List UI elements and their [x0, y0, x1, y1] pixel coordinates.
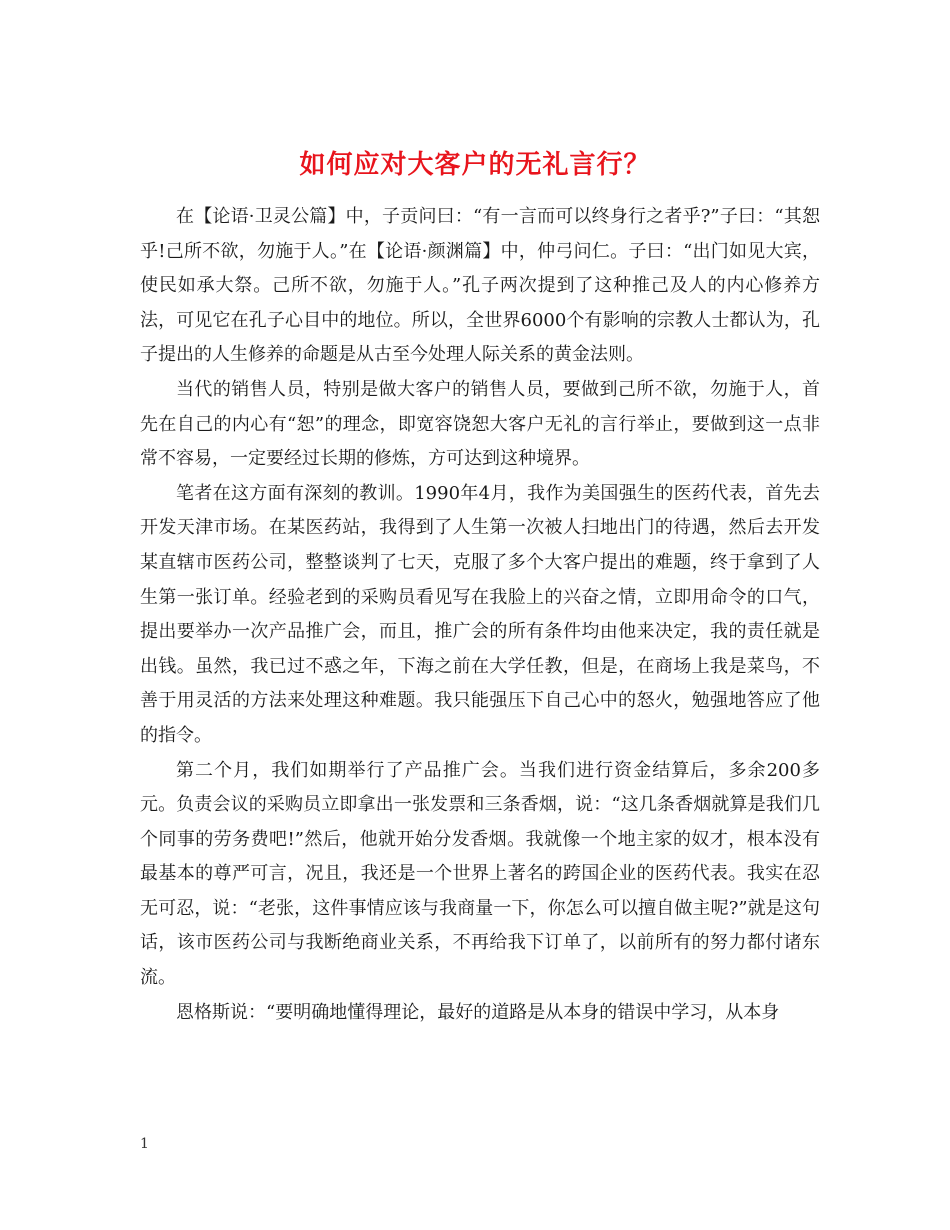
- document-title: 如何应对大客户的无礼言行？: [299, 150, 651, 181]
- paragraph-2: 当代的销售人员，特别是做大客户的销售人员，要做到己所不欲，勿施于人，首先在自己的内心有“恕”的理念，即宽容饶恕大客户无礼的言行举止，要做到这一点非常不容易，一定要经过长期的修炼，方可达到这种境界。: [140, 378, 820, 470]
- paragraph-1: 在【论语·卫灵公篇】中，子贡问曰：“有一言而可以终身行之者乎?”子曰：“其恕乎!己所不欲，勿施于人。”在【论语·颜渊篇】中，仲弓问仁。子曰：“出门如见大宾，使民如承大祭。己所不欲，勿施于人。”孔子两次提到了这种推己及人的内心修养方法，可见它在孔子心目中的地位。所以，全世界6000个有影响的宗教人士都认为，孔子提出的人生修养的命题是从古至今处理人际关系的黄金法则。: [140, 206, 820, 366]
- paragraph-4: 第二个月，我们如期举行了产品推广会。当我们进行资金结算后，多余200多元。负责会议的采购员立即拿出一张发票和三条香烟，说：“这几条香烟就算是我们几个同事的劳务费吧!”然后，他就开始分发香烟。我就像一个地主家的奴才，根本没有最基本的尊严可言，况且，我还是一个世界上著名的跨国企业的医药代表。我实在忍无可忍，说：“老张，这件事情应该与我商量一下，你怎么可以擅自做主呢?”就是这句话，该市医药公司与我断绝商业关系，不再给我下订单了，以前所有的努力都付诸东流。: [140, 759, 820, 989]
- paragraph-5: 恩格斯说：“要明确地懂得理论，最好的道路是从本身的错误中学习，从本身: [176, 1001, 780, 1023]
- document-body: [140, 200, 820, 1030]
- paragraph-3: 笔者在这方面有深刻的教训。1990年4月，我作为美国强生的医药代表，首先去开发天津市场。在某医药站，我得到了人生第一次被人扫地出门的待遇，然后去开发某直辖市医药公司，整整谈判了七天，克服了多个大客户提出的难题，终于拿到了人生第一张订单。经验老到的采购员看见写在我脸上的兴奋之情，立即用命令的口气，提出要举办一次产品推广会，而且，推广会的所有条件均由他来决定，我的责任就是出钱。虽然，我已过不惑之年，下海之前在大学任教，但是，在商场上我是菜鸟，不善于用灵活的方法来处理这种难题。我只能强压下自己心中的怒火，勉强地答应了他的指令。: [140, 482, 820, 746]
- page-number: 1: [140, 1136, 149, 1152]
